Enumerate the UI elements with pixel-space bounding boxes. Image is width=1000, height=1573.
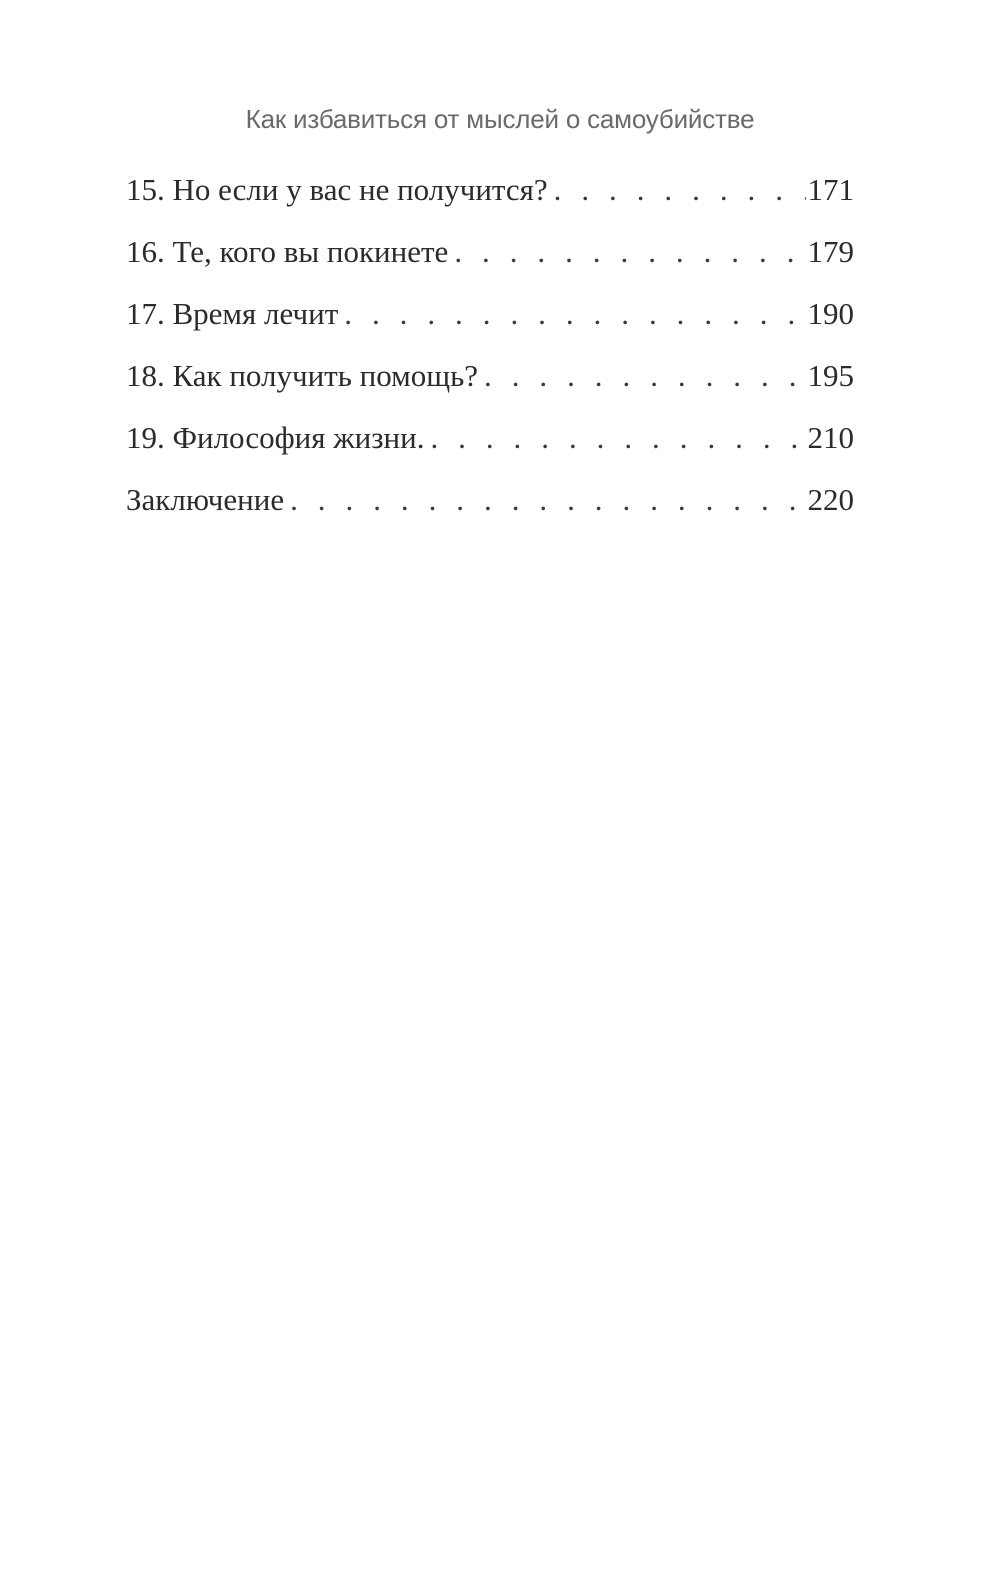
toc-entry: [126, 358, 854, 420]
dot-leader: [554, 172, 806, 208]
toc-entry-page: 179: [807, 234, 854, 269]
table-of-contents: [126, 172, 854, 544]
toc-entry-page: 171: [807, 172, 854, 207]
running-head-title: Как избавиться от мыслей о самоубийстве: [245, 104, 755, 134]
toc-entry: [126, 420, 854, 482]
toc-entry-title: 16. Те, кого вы покинете: [126, 234, 449, 269]
dot-leader: [430, 420, 805, 456]
toc-entry: [126, 482, 854, 544]
dot-leader: [344, 296, 805, 332]
toc-entry-title: 18. Как получить помощь?: [126, 358, 478, 393]
dot-leader: [484, 358, 806, 394]
toc-entry-page: 220: [807, 482, 854, 517]
toc-entry-title: Заключение: [126, 482, 285, 517]
toc-entry-page: 190: [807, 296, 854, 331]
dot-leader: [290, 482, 805, 518]
toc-entry-page: 195: [807, 358, 854, 393]
toc-entry: [126, 296, 854, 358]
toc-entry-title: 17. Время лечит: [126, 296, 339, 331]
toc-entry-title: 15. Но если у вас не получится?: [126, 172, 548, 207]
toc-entry: [126, 234, 854, 296]
dot-leader: [454, 234, 805, 270]
toc-entry-page: 210: [807, 420, 854, 455]
toc-entry-title: 19. Философия жизни.: [126, 420, 425, 455]
toc-entry: [126, 172, 854, 234]
